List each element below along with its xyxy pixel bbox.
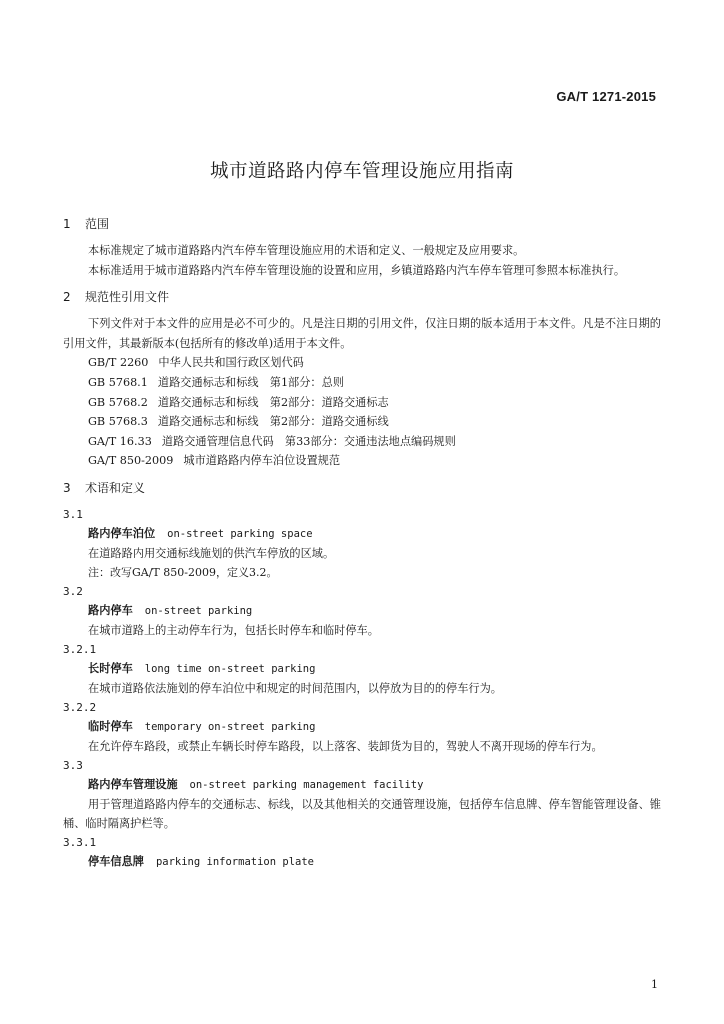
term-name: 路内停车泊位 bbox=[88, 526, 156, 540]
term-entry bbox=[63, 640, 661, 698]
term-definition: 在城市道路依法施划的停车泊位中和规定的时间范围内，以停放为目的的停车行为。 bbox=[88, 681, 502, 695]
term-heading bbox=[63, 601, 661, 621]
paragraph: 下列文件对于本文件的应用是必不可少的。凡是注日期的引用文件，仅注日期的版本适用于本文件。凡是不注日期的引用文件，其最新版本(包括所有的修改单)适用于本文件。 bbox=[63, 317, 661, 350]
section-number: 3 bbox=[63, 480, 71, 495]
term-definition: 在允许停车路段，或禁止车辆长时停车路段，以上落客、装卸货为目的，驾驶人不离开现场的停车行为。 bbox=[88, 739, 603, 753]
reference-name: 道路交通标志和标线 第1部分：总则 bbox=[157, 375, 344, 389]
term-name: 路内停车 bbox=[88, 603, 133, 617]
reference-code: GB 5768.3 bbox=[88, 415, 148, 429]
term-entry bbox=[63, 833, 661, 872]
term-number: 3.2.2 bbox=[63, 700, 97, 714]
term-name: 临时停车 bbox=[88, 719, 133, 733]
section-heading-scope bbox=[63, 215, 661, 233]
term-number: 3.3 bbox=[63, 758, 83, 772]
reference-name: 中华人民共和国行政区划代码 bbox=[158, 356, 304, 370]
term-note: 注：改写GA/T 850-2009，定义3.2。 bbox=[88, 565, 278, 579]
term-number: 3.3.1 bbox=[63, 835, 97, 849]
reference-item bbox=[63, 353, 661, 373]
term-entry bbox=[63, 582, 661, 640]
term-name: 停车信息牌 bbox=[88, 854, 144, 868]
term-heading bbox=[63, 775, 661, 795]
section-title: 术语和定义 bbox=[85, 480, 146, 495]
term-english: parking information plate bbox=[155, 855, 314, 868]
term-name: 路内停车管理设施 bbox=[88, 777, 178, 791]
section-title: 规范性引用文件 bbox=[85, 290, 170, 305]
term-english: temporary on-street parking bbox=[144, 720, 316, 733]
section-heading-terms-and-definitions bbox=[63, 479, 661, 497]
reference-name: 道路交通管理信息代码 第33部分：交通违法地点编码规则 bbox=[161, 434, 456, 448]
reference-code: GB 5768.1 bbox=[88, 375, 148, 389]
term-heading bbox=[63, 717, 661, 737]
term-definition: 在道路路内用交通标线施划的供汽车停放的区域。 bbox=[88, 546, 335, 560]
paragraph: 本标准规定了城市道路路内汽车停车管理设施应用的术语和定义、一般规定及应用要求。 bbox=[88, 244, 525, 257]
reference-code: GB 5768.2 bbox=[88, 395, 148, 409]
reference-item bbox=[63, 393, 661, 413]
term-english: long time on-street parking bbox=[144, 662, 316, 675]
reference-name: 道路交通标志和标线 第2部分：道路交通标志 bbox=[157, 395, 389, 409]
document-body bbox=[63, 211, 661, 872]
term-entry bbox=[63, 756, 661, 833]
term-heading bbox=[63, 659, 661, 679]
term-number: 3.2.1 bbox=[63, 642, 97, 656]
term-heading bbox=[63, 852, 661, 872]
reference-code: GA/T 850-2009 bbox=[88, 454, 174, 468]
term-definition: 在城市道路上的主动停车行为，包括长时停车和临时停车。 bbox=[88, 623, 379, 637]
section-title: 范围 bbox=[85, 217, 110, 231]
reference-item bbox=[63, 373, 661, 393]
term-entry bbox=[63, 698, 661, 756]
document-title: 城市道路路内停车管理设施应用指南 bbox=[209, 161, 514, 182]
standard-code: GA/T 1271-2015 bbox=[556, 89, 656, 104]
reference-code: GB/T 2260 bbox=[88, 356, 149, 370]
term-english: on-street parking bbox=[144, 604, 253, 617]
reference-name: 城市道路路内停车泊位设置规范 bbox=[183, 454, 341, 468]
term-number: 3.2 bbox=[63, 584, 83, 598]
term-number: 3.1 bbox=[63, 507, 83, 521]
reference-item bbox=[63, 432, 661, 452]
reference-item bbox=[63, 412, 661, 432]
term-heading bbox=[63, 524, 661, 544]
section-heading-normative-references bbox=[63, 288, 661, 306]
reference-code: GA/T 16.33 bbox=[88, 434, 152, 448]
page-number: 1 bbox=[651, 978, 658, 991]
term-definition: 用于管理道路路内停车的交通标志、标线，以及其他相关的交通管理设施，包括停车信息牌、停车智能管理设备、锥桶、临时隔离护栏等。 bbox=[63, 797, 661, 830]
term-english: on-street parking management facility bbox=[189, 778, 424, 791]
paragraph: 本标准适用于城市道路路内汽车停车管理设施的设置和应用，乡镇道路路内汽车停车管理可参照本标准执行。 bbox=[88, 263, 626, 277]
term-english: on-street parking space bbox=[167, 527, 313, 540]
section-number: 2 bbox=[63, 290, 71, 305]
section-number: 1 bbox=[63, 217, 71, 231]
term-entry bbox=[63, 505, 661, 582]
reference-list bbox=[63, 353, 661, 471]
term-name: 长时停车 bbox=[88, 661, 133, 675]
reference-name: 道路交通标志和标线 第2部分：道路交通标线 bbox=[157, 415, 389, 429]
reference-item bbox=[63, 451, 661, 471]
